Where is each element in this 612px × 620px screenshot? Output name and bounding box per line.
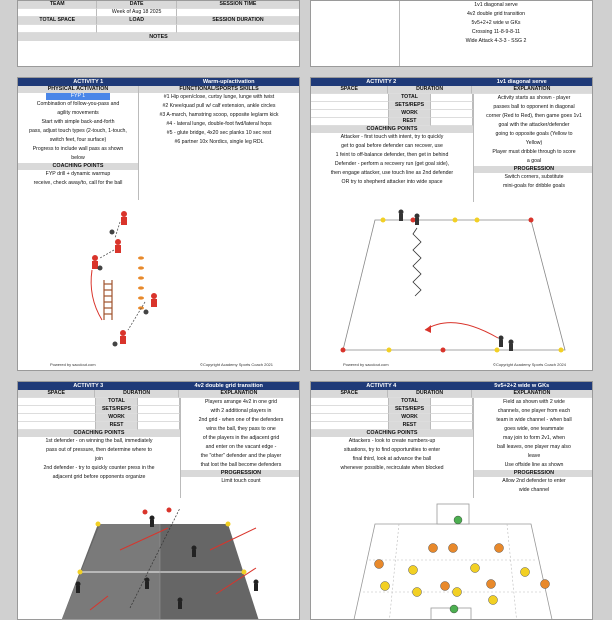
explanation-line: Player must dribble through to score (492, 149, 576, 155)
space-label: SPACE (311, 86, 388, 94)
load-value[interactable] (97, 25, 176, 33)
explanation-line: that lost the ball become defenders (200, 462, 282, 468)
activity-3-diagram (20, 500, 297, 620)
sets-reps-label: SETS/REPS (96, 406, 138, 414)
coaching-points-label: COACHING POINTS (18, 163, 138, 170)
rest-value[interactable] (431, 118, 473, 126)
explanation-line: may join to form 2v1, when (503, 435, 565, 441)
coaching-points-label: COACHING POINTS (18, 430, 180, 437)
rest-label: REST (389, 118, 431, 126)
notes-label: NOTES (18, 33, 299, 41)
progression-line: Allow 2nd defender to enter (502, 478, 566, 484)
total-value[interactable] (138, 398, 180, 406)
explanation-label: EXPLANATION (179, 390, 299, 398)
sets-reps-value[interactable] (431, 102, 473, 110)
rest-label: REST (96, 422, 138, 430)
coaching-point: adjacent grid before opponents organize (52, 474, 146, 480)
explanation-line: passes ball to opponent in diagonal (493, 104, 575, 110)
coaching-point: join (94, 456, 104, 462)
coaching-point: get to goal before defender can recover, use (341, 143, 443, 149)
sets-reps-value[interactable] (138, 406, 180, 414)
credit-right: ©Copyright Academy Sports Coach 2024 (493, 362, 566, 367)
total-space-label: TOTAL SPACE (18, 17, 97, 25)
load-label: LOAD (97, 17, 176, 25)
skill-item: #1 Hip open/close, curtsy lunge, lunge with twist (163, 94, 275, 100)
explanation-line: and enter on the vacant edge - (205, 444, 277, 450)
skill-item: #2 Knee/quad pull w/ calf extension, ankle circles (162, 103, 276, 109)
session-duration-value[interactable] (177, 25, 299, 33)
session-time-value[interactable] (177, 9, 299, 17)
activity-3-title: ACTIVITY 3 (73, 383, 104, 389)
sets-reps-label: SETS/REPS (389, 102, 431, 110)
credit-right: ©Copyright Academy Sports Coach 2021 (200, 362, 273, 367)
activity-4-panel (310, 381, 593, 620)
explanation-line: with 2 additional players in (210, 408, 272, 414)
explanation-line: Field as shown with 2 wide (503, 399, 565, 405)
credit-left: Powered by sacclout.com (343, 362, 389, 367)
explanation-line: 2nd grid - when one of the defenders (198, 417, 284, 423)
plan-item: Wide Attack 4-3-3 - SSG 2 (465, 38, 527, 44)
skill-item: #6 partner 10x Nordics, single leg RDL (174, 139, 264, 145)
plan-item: 4v2 double grid transition (467, 11, 525, 17)
explanation-line: channels, one player from each (497, 408, 571, 414)
activity-3-name: 4v2 double grid transition (194, 383, 263, 389)
progression-line: mini-goals for dribble goals (503, 183, 565, 189)
work-label: WORK (389, 110, 431, 118)
work-value[interactable] (431, 414, 473, 422)
total-label: TOTAL (96, 398, 138, 406)
rest-value[interactable] (138, 422, 180, 430)
explanation-line: leave (527, 453, 541, 459)
physical-activation-label: PHYSICAL ACTIVATION (18, 86, 138, 93)
mannequin-player (92, 211, 157, 344)
activity-1-line: below (71, 155, 85, 161)
plan-item: 5v5+2+2 wide w GKs (471, 20, 521, 26)
skill-item: #3 A-march, hamstring scoop, opposite leg/arm kick (159, 112, 279, 118)
activity-1-header (18, 78, 299, 86)
total-space-value[interactable] (18, 25, 97, 33)
work-label: WORK (96, 414, 138, 422)
explanation-label: EXPLANATION (472, 390, 592, 398)
activity-1-line: Progress to include wall pass as shown (32, 146, 124, 152)
activity-2-panel (310, 77, 593, 371)
sets-reps-value[interactable] (431, 406, 473, 414)
explanation-line: goal with the attacker/defender (498, 122, 570, 128)
coaching-point: receive, check away/to, call for the ball (33, 180, 123, 186)
total-value[interactable] (431, 398, 473, 406)
total-label: TOTAL (389, 94, 431, 102)
rest-label: REST (389, 422, 431, 430)
team-value[interactable] (18, 9, 97, 17)
credit-left: Powered by sacclout.com (50, 362, 96, 367)
activity-3-panel (17, 381, 300, 620)
activity-1-line: Combination of follow-you-pass and (36, 101, 120, 107)
work-value[interactable] (431, 110, 473, 118)
skill-item: #5 - glute bridge, 4x20 sec planks 10 sec rest (166, 130, 272, 136)
explanation-label: EXPLANATION (472, 86, 592, 94)
activity-1-diagram (20, 202, 297, 370)
plan-item: 1v1 diagonal serve (474, 2, 518, 8)
explanation-line: of the players in the adjacent grid (202, 435, 280, 441)
explanation-line: Activity starts as shown - player (497, 95, 571, 101)
activity-1-line: Start with simple back-and-forth (41, 119, 115, 125)
skill-item: #4 - lateral lunge, double-foot fwd/lateral hops (166, 121, 272, 127)
coaching-points-label: COACHING POINTS (311, 126, 473, 133)
activity-4-header (311, 382, 592, 390)
fyp-badge: FYP 1 (46, 93, 110, 100)
coaching-point: final third, look at advance the ball (352, 456, 432, 462)
agility-ladder (104, 280, 112, 320)
progression-label: PROGRESSION (474, 166, 593, 173)
coaching-point: 2nd defender - try to quickly counter press in the (43, 465, 155, 471)
coaching-point: situations, try to find opportunities to enter (343, 447, 441, 453)
plan-list-panel (310, 0, 593, 67)
explanation-line: team in wide channel - when ball (496, 417, 572, 423)
explanation-line: ball leaves, one player may also (497, 444, 571, 450)
explanation-line: goes wide, one teammate (504, 426, 564, 432)
coaching-point: 1st defender - on winning the ball, immediately (45, 438, 153, 444)
notes-field[interactable] (18, 41, 299, 61)
coaching-point: Defender - perform a recovery run (get goal side), (334, 161, 450, 167)
date-value[interactable]: Week of Aug 18 2025 (97, 9, 176, 17)
activity-2-name: 1v1 diagonal serve (496, 79, 547, 85)
session-duration-label: SESSION DURATION (177, 17, 299, 25)
plan-list-gutter (311, 1, 400, 67)
session-panel (17, 0, 300, 67)
activity-1-name: Warm-up/activation (202, 79, 255, 85)
coaching-point: 1 feint to off-balance defender, then get in behind (335, 152, 449, 158)
activity-4-title: ACTIVITY 4 (366, 383, 397, 389)
activity-2-header (311, 78, 592, 86)
explanation-line: the "other" defender and the player (200, 453, 282, 459)
plan-item: Crossing 11-8-9-8-11 (471, 29, 521, 35)
activity-2-title: ACTIVITY 2 (366, 79, 397, 85)
sets-reps-label: SETS/REPS (389, 406, 431, 414)
activity-1-line: pass, adjust touch types (2-touch, 1-touch, (29, 128, 127, 134)
explanation-line: a goal (526, 158, 542, 164)
activity-2-diagram (313, 202, 590, 370)
coaching-point: OR try to shepherd attacker into wide space (341, 179, 443, 185)
activity-1-title: ACTIVITY 1 (73, 79, 104, 85)
progression-line: Limit touch count (221, 478, 261, 484)
activity-1-panel (17, 77, 300, 371)
space-label: SPACE (18, 390, 95, 398)
activity-1-line: agility movements (57, 110, 99, 116)
activity-4-name: 5v5+2+2 wide w GKs (494, 383, 550, 389)
duration-label: DURATION (388, 86, 471, 94)
explanation-line: Use offside line as shown (504, 462, 564, 468)
work-label: WORK (389, 414, 431, 422)
coaching-point: whenever possible, recirculate when blocked (340, 465, 444, 471)
coaching-point: FYP drill + dynamic warmup (45, 171, 111, 177)
coaching-point: then engage attacker, use touch line as 2nd defender (330, 170, 454, 176)
total-label: TOTAL (389, 398, 431, 406)
date-label: DATE (97, 1, 176, 9)
activity-4-diagram (313, 500, 590, 620)
session-time-label: SESSION TIME (177, 1, 299, 9)
duration-label: DURATION (95, 390, 178, 398)
coaching-points-label: COACHING POINTS (311, 430, 473, 437)
explanation-line: Yellow) (525, 140, 543, 146)
progression-line: wide channel (518, 487, 550, 493)
work-value[interactable] (138, 414, 180, 422)
progression-label: PROGRESSION (181, 470, 300, 477)
functional-skills-label: FUNCTIONAL/SPORTS SKILLS (139, 86, 299, 93)
total-value[interactable] (431, 94, 473, 102)
explanation-line: corner (Red to Red), then game goes 1v1 (486, 113, 582, 119)
duration-label: DURATION (388, 390, 471, 398)
explanation-line: Players arrange 4v2 in one grid (204, 399, 278, 405)
activity-3-header (18, 382, 299, 390)
coaching-point: pass out of pressure, then determine where to (46, 447, 152, 453)
activity-1-line: switch feet, four surface) (49, 137, 107, 143)
coaching-point: Attackers - look to create numbers-up (348, 438, 436, 444)
progression-label: PROGRESSION (474, 470, 593, 477)
progression-line: Switch corners, substitute (504, 174, 564, 180)
coaching-point: Attacker - first touch with intent, try to quickly (340, 134, 444, 140)
explanation-line: wins the ball, they pass to one (206, 426, 276, 432)
rest-value[interactable] (431, 422, 473, 430)
space-label: SPACE (311, 390, 388, 398)
explanation-line: going to opposite goals (Yellow to (495, 131, 573, 137)
team-label: TEAM (18, 1, 97, 9)
